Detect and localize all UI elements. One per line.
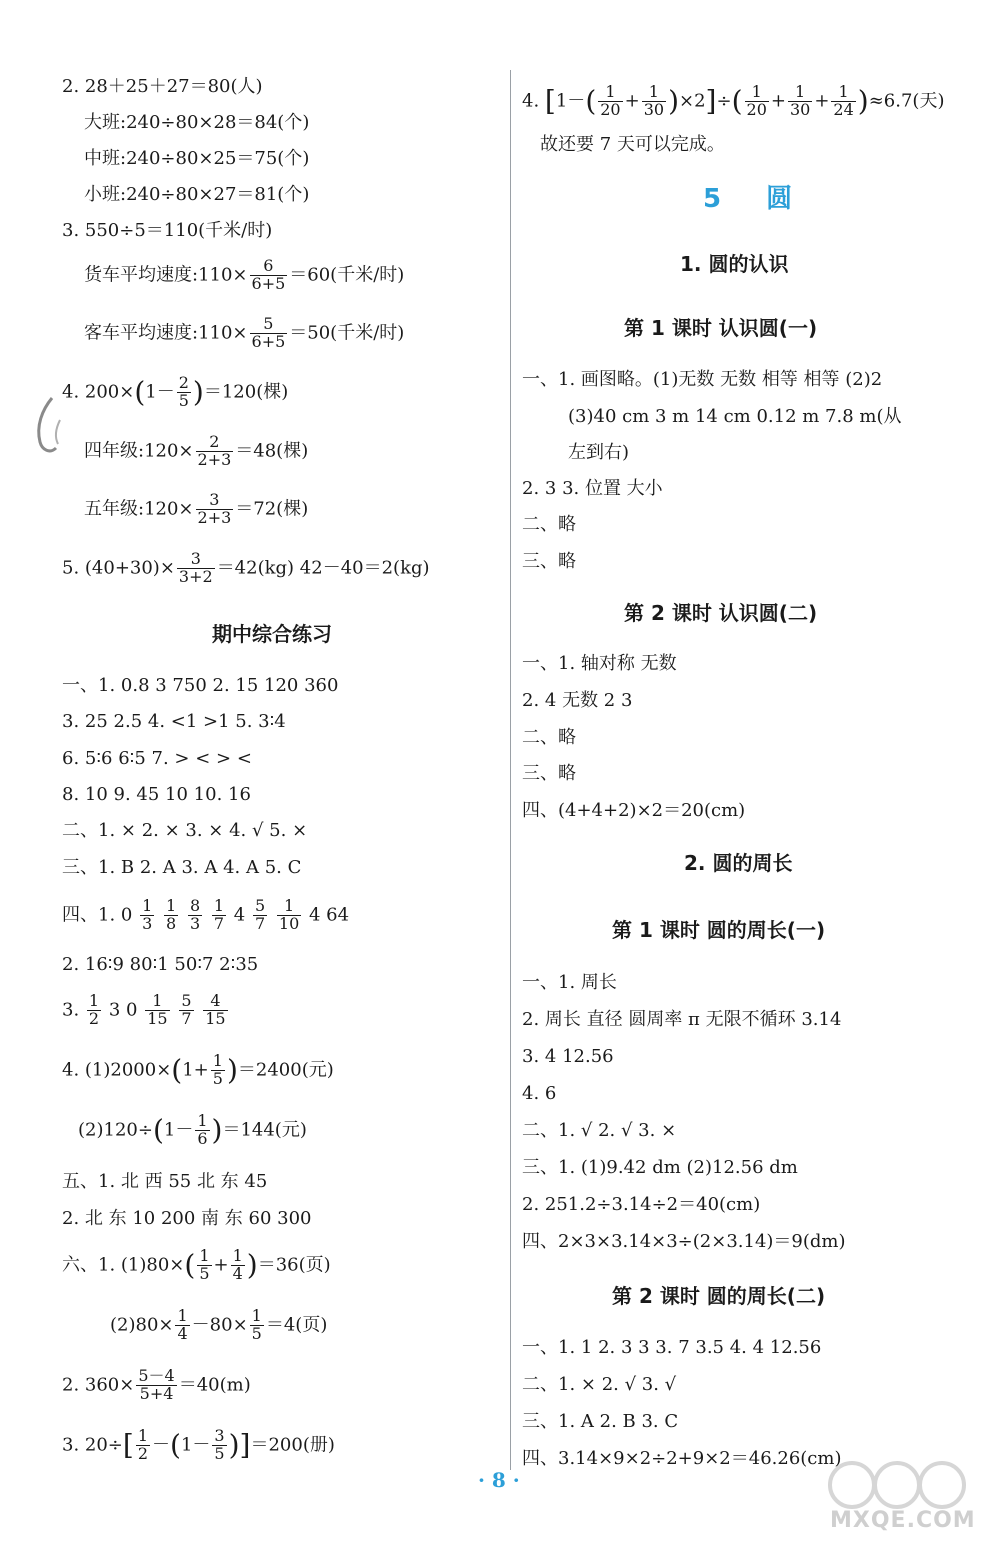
text: ＝2400(元) [237, 1059, 334, 1081]
denominator: 3 [142, 913, 153, 933]
answer-line [62, 1428, 335, 1463]
answer-line: 三、1. B 2. A 3. A 4. A 5. C [62, 857, 302, 878]
text: －80× [191, 1314, 248, 1336]
denominator: 7 [181, 1008, 192, 1028]
denominator: 2 [88, 1008, 100, 1028]
answer-line: 四、2×3×3.14×3÷(2×3.14)＝9(dm) [522, 1231, 846, 1252]
answer-line: 2. 28＋25＋27＝80(人) [62, 76, 263, 97]
denominator: 8 [166, 913, 177, 933]
fraction [250, 258, 288, 293]
answer-line: 3. 25 2.5 4. <1 >1 5. 3∶4 [62, 711, 286, 732]
text: ＝36(页) [257, 1254, 331, 1276]
fraction [195, 1113, 209, 1148]
denominator: 5 [212, 1068, 223, 1088]
denominator: 5 [251, 1323, 262, 1343]
denominator: 5+4 [139, 1383, 174, 1403]
denominator: 15 [205, 1008, 226, 1028]
text: 4. [522, 90, 540, 112]
section-title: 2. 圆的周长 [684, 851, 793, 875]
text: ＝60(千米/时) [289, 264, 405, 286]
page-number: · 8 · [478, 1468, 520, 1492]
answer-line: 2. 16∶9 80∶1 50∶7 2∶35 [62, 954, 259, 975]
numerator: 5 [181, 991, 192, 1010]
numerator: 3 [177, 551, 215, 569]
numerator: 1 [145, 993, 169, 1011]
paren: ( [134, 375, 146, 409]
numerator: 1 [232, 1246, 243, 1265]
fraction [196, 492, 234, 527]
paren: ) [192, 375, 204, 409]
denominator: 3 [189, 913, 201, 933]
answer-line: 4. [1－( $\frac{1}{20}$ + $\frac{1}{30}$ )×2]÷( $\frac{1}{20}$ + $\frac{1}{30}$ + $\frac{1}{24}$ )≈6.7(天) [522, 82, 945, 119]
bracket: [ [544, 84, 556, 118]
paren: ( [731, 84, 743, 118]
text: 3. [62, 999, 80, 1021]
denominator: 6 [197, 1128, 208, 1148]
denominator: 6+5 [251, 331, 286, 351]
numerator: 1 [831, 84, 855, 102]
denominator: 24 [833, 99, 854, 119]
denominator: 3+2 [178, 566, 213, 586]
answer-line: 2. 周长 直径 圆周率 π 无限不循环 3.14 [522, 1009, 842, 1030]
paren: ) [246, 1248, 258, 1282]
answer-line [62, 1368, 251, 1403]
numerator: 3 [214, 1426, 225, 1445]
text: ＝48(棵) [235, 440, 309, 462]
fraction [188, 898, 202, 933]
answer-line [84, 316, 404, 351]
answer-line [84, 258, 404, 293]
fraction [831, 84, 855, 119]
text: 客车平均速度:110× [84, 322, 248, 344]
fraction [250, 316, 288, 351]
watermark-text: MXQE.COM [830, 1508, 976, 1533]
paren: ( [184, 1248, 196, 1282]
answer-line: 大班:240÷80×28＝84(个) [84, 112, 310, 133]
text: ＝4(页) [265, 1314, 328, 1336]
answer-line: 2. 251.2÷3.14÷2＝40(cm) [522, 1194, 761, 1215]
fraction [788, 84, 812, 119]
paren: ( [585, 84, 597, 118]
fraction [197, 1248, 211, 1283]
fraction [164, 898, 178, 933]
numerator: 1 [142, 896, 153, 915]
answer-line: 三、1. (1)9.42 dm (2)12.56 dm [522, 1157, 798, 1178]
answer-line [110, 1308, 327, 1343]
answer-line: (3)40 cm 3 m 14 cm 0.12 m 7.8 m(从 [568, 406, 902, 427]
fraction [177, 375, 191, 410]
fraction [145, 993, 169, 1028]
numerator: 1 [166, 896, 177, 915]
fraction [177, 551, 215, 586]
denominator: 20 [746, 99, 767, 119]
numerator: 1 [137, 1426, 149, 1445]
answer-line [84, 434, 308, 469]
answer-line: 二、略 [522, 727, 576, 748]
lesson-title: 第 2 课时 圆的周长(二) [612, 1284, 826, 1308]
denominator: 4 [232, 1263, 243, 1283]
denominator: 30 [789, 99, 811, 119]
denominator: 5 [178, 390, 189, 410]
text: 货车平均速度:110× [84, 264, 248, 286]
chapter-title: 5 圆 [703, 184, 811, 214]
numerator: 1 [251, 1306, 262, 1325]
fraction [87, 993, 101, 1028]
fraction [196, 434, 234, 469]
answer-line: 3. 4 12.56 [522, 1046, 614, 1067]
text: (2)120÷ [78, 1119, 153, 1141]
answer-line: 一、1. 画图略。(1)无数 无数 相等 相等 (2)2 [522, 369, 883, 390]
answer-line: 六、1. (1)80×( $\frac{1}{5}$ + $\frac{1}{4}$ )＝36(页) [62, 1246, 331, 1283]
fraction [136, 1368, 176, 1403]
text: 1－ [180, 1434, 211, 1456]
lesson-title: 第 2 课时 认识圆(二) [624, 601, 818, 625]
answer-line [62, 898, 349, 933]
paren: ) [211, 1113, 223, 1147]
answer-line [62, 1053, 334, 1088]
fraction [212, 898, 226, 933]
numerator: 1 [88, 991, 100, 1010]
denominator: 2 [137, 1443, 149, 1463]
answer-line: 一、1. 0.8 3 750 2. 15 120 360 [62, 675, 339, 696]
text: ×2 [679, 90, 706, 112]
answer-line: 2. 4 无数 2 3 [522, 690, 633, 711]
text: 1－ [145, 381, 175, 403]
text: 四、1. 0 [62, 904, 133, 926]
denominator: 6+5 [251, 273, 286, 293]
text: 3 0 [108, 999, 138, 1021]
numerator: 5 [254, 896, 266, 915]
answer-line: 小班:240÷80×27＝81(个) [84, 184, 310, 205]
text: 4 [233, 904, 246, 926]
denominator: 2+3 [197, 507, 232, 527]
answer-line: 故还要 7 天可以完成。 [540, 134, 725, 155]
fraction [598, 84, 622, 119]
numerator: 4 [203, 993, 227, 1011]
text: 4 64 [308, 904, 350, 926]
fraction [642, 84, 666, 119]
answer-line [62, 993, 230, 1028]
answer-line: 二、1. √ 2. √ 3. × [522, 1120, 677, 1141]
bracket: [ [122, 1428, 134, 1462]
text: 2. 360× [62, 1374, 135, 1396]
answer-line: 五、1. 北 西 55 北 东 45 [62, 1171, 268, 1192]
text: 3. 20÷ [62, 1434, 123, 1456]
denominator: 10 [278, 913, 300, 933]
bracket: ] [239, 1428, 251, 1462]
answer-line: 三、略 [522, 551, 576, 572]
answer-line: 一、1. 1 2. 3 3 3. 7 3.5 4. 4 12.56 [522, 1337, 822, 1358]
fraction [212, 1428, 226, 1463]
numerator: 1 [745, 84, 769, 102]
text: ＝120(棵) [203, 381, 289, 403]
paren: ( [171, 1053, 183, 1087]
numerator: 1 [788, 84, 812, 102]
denominator: 15 [147, 1008, 168, 1028]
text: － [152, 1434, 171, 1456]
answer-line: 3. 550÷5＝110(千米/时) [62, 220, 273, 241]
section-title: 期中综合练习 [212, 622, 332, 646]
fraction [253, 898, 267, 933]
numerator: 1 [212, 1051, 223, 1070]
text: ≈6.7(天) [868, 90, 945, 112]
numerator: 1 [277, 898, 301, 916]
text: ＝50(千米/时) [289, 322, 405, 344]
answer-line: 2. 北 东 10 200 南 东 60 300 [62, 1208, 312, 1229]
answer-line: 一、1. 周长 [522, 972, 617, 993]
numerator: 6 [250, 258, 288, 276]
paren: ( [152, 1113, 164, 1147]
text: ＝200(册) [250, 1434, 335, 1456]
fraction [745, 84, 769, 119]
answer-line: 8. 10 9. 45 10 10. 16 [62, 784, 251, 805]
paren: ( [170, 1428, 181, 1462]
numerator: 1 [598, 84, 622, 102]
fraction [179, 993, 193, 1028]
numerator: 5 [250, 316, 288, 334]
fraction [250, 1308, 264, 1343]
answer-line [78, 1113, 307, 1148]
text: 5. (40+30)× [62, 557, 175, 579]
denominator: 20 [600, 99, 621, 119]
text: 1－ [163, 1119, 194, 1141]
text: 五年级:120× [84, 498, 194, 520]
text: 1+ [182, 1059, 209, 1081]
answer-line: 中班:240÷80×25＝75(个) [84, 148, 310, 169]
denominator: 4 [177, 1323, 188, 1343]
fraction [231, 1248, 245, 1283]
fraction [140, 898, 154, 933]
answer-line: 三、1. A 2. B 3. C [522, 1411, 679, 1432]
answer-line: 二、略 [522, 514, 576, 535]
fraction [277, 898, 301, 933]
numerator: 1 [197, 1111, 208, 1130]
denominator: 5 [199, 1263, 210, 1283]
text: 4. 200× [62, 381, 135, 403]
paren: ) [668, 84, 679, 118]
answer-line: 4. 6 [522, 1083, 557, 1104]
pencil-mark-icon [30, 390, 90, 460]
answer-line: 二、1. × 2. × 3. × 4. √ 5. × [62, 820, 308, 841]
numerator: 2 [178, 373, 189, 392]
text: 六、1. (1)80× [62, 1254, 185, 1276]
answer-line [62, 375, 288, 410]
numerator: 2 [196, 434, 234, 452]
numerator: 1 [213, 896, 225, 915]
paren: ) [226, 1053, 238, 1087]
numerator: 1 [199, 1246, 210, 1265]
numerator: 5－4 [138, 1366, 175, 1385]
bracket: ] [705, 84, 717, 118]
answer-line [84, 492, 308, 527]
numerator: 1 [177, 1306, 188, 1325]
fraction [175, 1308, 189, 1343]
column-divider [510, 70, 511, 1470]
text: 四年级:120× [84, 440, 194, 462]
fraction [211, 1053, 225, 1088]
fraction [136, 1428, 150, 1463]
numerator: 1 [642, 84, 666, 102]
answer-line: 三、略 [522, 763, 576, 784]
answer-line: 2. 3 3. 位置 大小 [522, 478, 663, 499]
numerator: 8 [189, 896, 201, 915]
answer-line: 6. 5∶6 6∶5 7. > < > < [62, 748, 252, 769]
text: ＝42(kg) 42－40＝2(kg) [216, 557, 430, 579]
denominator: 7 [254, 913, 266, 933]
paren: ) [228, 1428, 240, 1462]
denominator: 5 [214, 1443, 225, 1463]
text: ＝72(棵) [235, 498, 309, 520]
numerator: 3 [196, 492, 234, 510]
answer-line: 二、1. × 2. √ 3. √ [522, 1374, 677, 1395]
answer-line: 左到右) [568, 442, 630, 463]
text: (2)80× [110, 1314, 174, 1336]
fraction [203, 993, 227, 1028]
answer-line: 四、3.14×9×2÷2+9×2＝46.26(cm) [522, 1448, 842, 1469]
paren: ) [857, 84, 869, 118]
text: ＝40(m) [178, 1374, 251, 1396]
text: 4. (1)2000× [62, 1059, 172, 1081]
section-title: 1. 圆的认识 [680, 252, 789, 276]
denominator: 7 [213, 913, 225, 933]
denominator: 2+3 [197, 449, 232, 469]
lesson-title: 第 1 课时 认识圆(一) [624, 316, 818, 340]
text: ＝144(元) [222, 1119, 307, 1141]
lesson-title: 第 1 课时 圆的周长(一) [612, 918, 826, 942]
answer-line: 一、1. 轴对称 无数 [522, 653, 677, 674]
answer-line [62, 551, 430, 586]
denominator: 30 [643, 99, 665, 119]
answer-line: 四、(4+4+2)×2＝20(cm) [522, 800, 746, 821]
